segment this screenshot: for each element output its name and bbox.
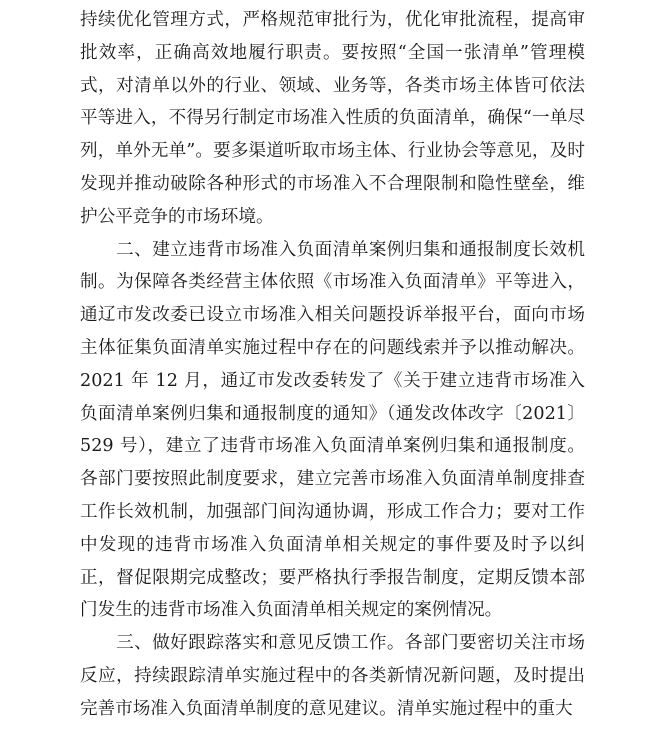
paragraph-continuation: 持续优化管理方式，严格规范审批行为，优化审批流程，提高审批效率，正确高效地履行职责。要按照“全国一张清单”管理模式，对清单以外的行业、领域、业务等，各类市场主体皆可依法平等进入，不得另行制定市场准入性质的负面清单，确保“一单尽列，单外无单”。要多渠道听取市场主体、行业协会等意见，及时发现并推动破除各种形式的市场准入不合理限制和隐性壁垒，维护公平竞争的市场环境。: [80, 10, 585, 227]
document-body: [80, 4, 585, 726]
paragraph-section-two: 二、建立违背市场准入负面清单案例归集和通报制度长效机制。为保障各类经营主体依照《市场准入负面清单》平等进入，通辽市发改委已设立市场准入相关问题投诉举报平台，面向市场主体征集负面清单实施过程中存在的问题线索并予以推动解决。2021 年 12 月，通辽市发改委转发了《关于建立违背市场准入负面清单案例归集和通报制度的通知》（通发改体改字〔2021〕529 号），建立了违背市场准入负面清单案例归集和通报制度。各部门要按照此制度要求，建立完善市场准入负面清单制度排查工作长效机制，加强部门间沟通协调，形成工作合力；要对工作中发现的违背市场准入负面清单相关规定的事件要及时予以纠正，督促限期完成整改；要严格执行季报告制度，定期反馈本部门发生的违背市场准入负面清单相关规定的案例情况。: [80, 239, 585, 621]
paragraph-section-three: 三、做好跟踪落实和意见反馈工作。各部门要密切关注市场反应，持续跟踪清单实施过程中的各类新情况新问题，及时提出完善市场准入负面清单制度的意见建议。清单实施过程中的重大: [80, 633, 585, 719]
